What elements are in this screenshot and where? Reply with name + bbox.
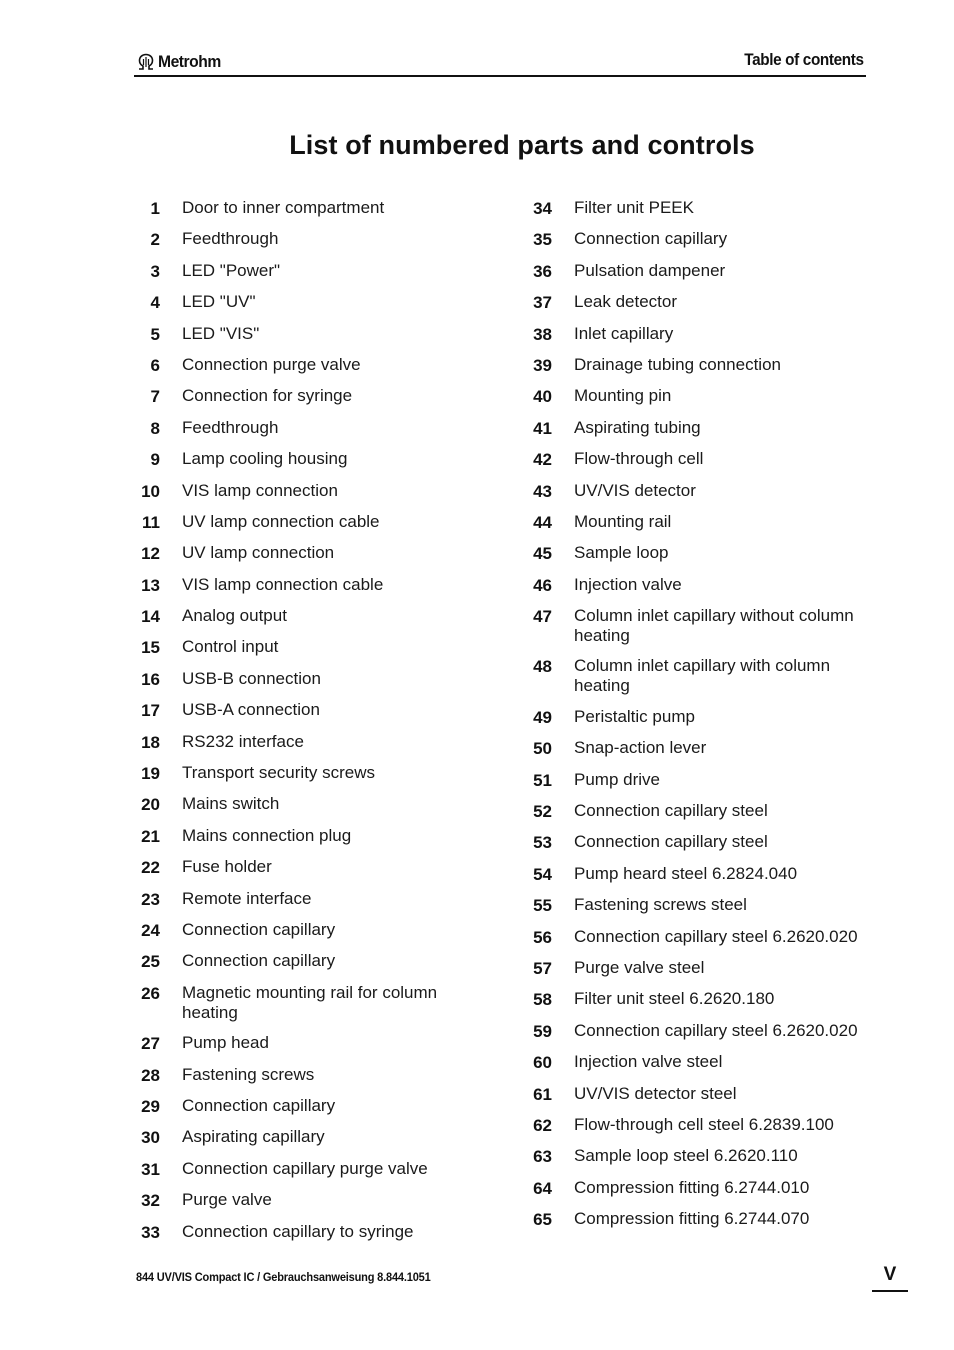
part-label: Mains connection plug: [182, 825, 352, 845]
part-item: [136, 951, 496, 972]
part-label: Remote interface: [182, 888, 312, 908]
part-number: 30: [141, 1128, 160, 1148]
part-item: [136, 700, 496, 721]
parts-list-left: [136, 198, 496, 1253]
part-item: [136, 355, 496, 376]
part-label: Connection capillary: [574, 229, 728, 249]
part-item: [136, 763, 496, 784]
part-number: 40: [533, 387, 552, 407]
part-item: [528, 198, 888, 219]
part-label: Analog output: [182, 606, 287, 626]
part-label: Compression fitting 6.2744.010: [574, 1177, 810, 1197]
part-item: [136, 983, 496, 1023]
part-item: [136, 889, 496, 910]
part-number: 41: [533, 418, 552, 438]
part-label: Flow-through cell steel 6.2839.100: [574, 1114, 834, 1134]
part-number: 28: [141, 1065, 160, 1085]
part-number: 4: [150, 293, 160, 313]
part-item: [528, 656, 888, 696]
part-item: [528, 418, 888, 439]
part-item: [528, 770, 888, 791]
part-label: Column inlet capillary with column heating: [574, 656, 831, 696]
part-number: 48: [533, 657, 552, 677]
part-item: [136, 606, 496, 627]
part-item: [528, 1084, 888, 1105]
part-item: [136, 261, 496, 282]
part-number: 19: [141, 764, 160, 784]
part-item: [136, 292, 496, 313]
part-number: 7: [150, 387, 160, 407]
part-label: RS232 interface: [182, 731, 304, 751]
page-title: List of numbered parts and controls: [289, 130, 755, 160]
part-label: UV/VIS detector steel: [574, 1083, 737, 1103]
part-label: Connection for syringe: [182, 386, 353, 406]
part-number: 55: [533, 896, 552, 916]
part-item: [528, 864, 888, 885]
part-item: [136, 418, 496, 439]
part-number: 37: [533, 293, 552, 313]
part-item: [528, 1209, 888, 1230]
part-label: Connection capillary steel: [574, 832, 768, 852]
part-item: [136, 512, 496, 533]
part-number: 18: [141, 732, 160, 752]
part-number: 27: [141, 1034, 160, 1054]
part-number: 42: [533, 450, 552, 470]
part-label: Feedthrough: [182, 417, 279, 437]
part-item: [136, 1127, 496, 1148]
part-number: 3: [150, 261, 160, 281]
part-label: UV/VIS detector: [574, 480, 696, 500]
part-label: USB-A connection: [182, 700, 320, 720]
part-item: [528, 738, 888, 759]
part-label: Pulsation dampener: [574, 260, 726, 280]
part-number: 23: [141, 889, 160, 909]
part-number: 49: [533, 707, 552, 727]
part-label: Leak detector: [574, 292, 678, 312]
part-label: Injection valve: [574, 574, 682, 594]
part-item: [136, 1096, 496, 1117]
part-label: Door to inner compartment: [182, 198, 385, 217]
part-label: Flow-through cell: [574, 449, 704, 469]
part-item: [528, 1146, 888, 1167]
part-label: Fastening screws: [182, 1064, 315, 1084]
part-label: VIS lamp connection: [182, 480, 338, 500]
part-number: 52: [533, 802, 552, 822]
parts-list-right: [528, 198, 888, 1241]
part-label: Control input: [182, 637, 279, 657]
part-label: Inlet capillary: [574, 323, 674, 343]
part-label: Pump heard steel 6.2824.040: [574, 863, 798, 883]
part-label: Mounting pin: [574, 386, 672, 406]
part-item: [528, 575, 888, 596]
part-number: 43: [533, 481, 552, 501]
part-label: Connection capillary purge valve: [182, 1158, 428, 1178]
part-number: 59: [533, 1021, 552, 1041]
part-number: 9: [150, 450, 160, 470]
part-number: 54: [533, 864, 552, 884]
part-item: [528, 895, 888, 916]
part-number: 45: [533, 544, 552, 564]
part-item: [136, 1190, 496, 1211]
part-item: [528, 543, 888, 564]
part-label: Fuse holder: [182, 857, 272, 877]
part-label: Connection capillary steel 6.2620.020: [574, 926, 858, 946]
part-number: 58: [533, 990, 552, 1010]
part-number: 47: [533, 607, 552, 627]
part-item: [528, 1052, 888, 1073]
part-label: LED "UV": [182, 292, 256, 312]
part-number: 46: [533, 575, 552, 595]
part-item: [528, 801, 888, 822]
part-label: VIS lamp connection cable: [182, 574, 384, 594]
part-item: [528, 261, 888, 282]
part-item: [528, 1178, 888, 1199]
part-number: 14: [141, 607, 160, 627]
part-item: [528, 1021, 888, 1042]
part-label: Peristaltic pump: [574, 706, 695, 726]
brand-name: Metrohm: [158, 52, 221, 71]
part-item: [528, 606, 888, 646]
part-item: [528, 1115, 888, 1136]
part-item: [528, 324, 888, 345]
part-number: 39: [533, 355, 552, 375]
section-title: Table of contents: [744, 50, 864, 69]
part-label: UV lamp connection cable: [182, 511, 380, 531]
part-item: [528, 832, 888, 853]
part-label: Mounting rail: [574, 511, 672, 531]
part-label: Connection capillary: [182, 919, 336, 939]
metrohm-logo: [136, 52, 226, 72]
part-label: LED "Power": [182, 260, 281, 280]
part-label: LED "VIS": [182, 323, 260, 343]
part-number: 20: [141, 795, 160, 815]
page-number-underline: [872, 1290, 908, 1292]
part-label: Magnetic mounting rail for column heating: [182, 982, 438, 1022]
part-number: 13: [141, 575, 160, 595]
part-label: Pump drive: [574, 769, 660, 789]
part-item: [528, 989, 888, 1010]
part-label: Injection valve steel: [574, 1052, 723, 1072]
part-label: Connection capillary steel: [574, 801, 768, 821]
part-label: Pump head: [182, 1033, 269, 1053]
part-item: [136, 575, 496, 596]
part-number: 64: [533, 1178, 552, 1198]
part-number: 51: [533, 770, 552, 790]
part-number: 35: [533, 230, 552, 250]
part-label: USB-B connection: [182, 668, 321, 688]
part-item: [136, 826, 496, 847]
part-label: Column inlet capillary without column heating: [574, 606, 854, 646]
part-item: [136, 669, 496, 690]
part-label: Purge valve: [182, 1190, 272, 1210]
part-item: [136, 857, 496, 878]
part-item: [136, 543, 496, 564]
part-number: 1: [150, 199, 160, 218]
part-item: [528, 355, 888, 376]
part-number: 60: [533, 1053, 552, 1073]
part-number: 32: [141, 1191, 160, 1211]
part-label: Connection purge valve: [182, 354, 361, 374]
part-label: Sample loop steel 6.2620.110: [574, 1146, 798, 1166]
part-number: 44: [533, 512, 552, 532]
part-item: [136, 794, 496, 815]
part-number: 8: [150, 418, 160, 438]
part-label: Aspirating tubing: [574, 417, 701, 437]
part-label: Drainage tubing connection: [574, 354, 781, 374]
part-number: 34: [533, 199, 552, 218]
part-item: [528, 292, 888, 313]
part-item: [528, 927, 888, 948]
part-item: [136, 732, 496, 753]
part-item: [136, 229, 496, 250]
part-label: Sample loop: [574, 543, 669, 563]
part-item: [528, 229, 888, 250]
part-number: 26: [141, 983, 160, 1003]
part-item: [528, 707, 888, 728]
part-number: 6: [150, 355, 160, 375]
part-item: [136, 198, 496, 219]
part-number: 53: [533, 833, 552, 853]
part-item: [136, 386, 496, 407]
header-divider: [134, 75, 866, 77]
part-item: [528, 512, 888, 533]
footer-document-info: 844 UV/VIS Compact IC / Gebrauchsanweisung 8.844.1051: [136, 1270, 431, 1284]
part-number: 2: [150, 230, 160, 250]
part-number: 5: [150, 324, 160, 344]
metrohm-omega-icon: [136, 52, 156, 72]
part-number: 36: [533, 261, 552, 281]
part-label: Mains switch: [182, 794, 280, 814]
part-label: UV lamp connection: [182, 543, 335, 563]
part-label: Filter unit PEEK: [574, 198, 694, 217]
part-item: [528, 386, 888, 407]
part-number: 15: [141, 638, 160, 658]
part-number: 33: [141, 1222, 160, 1242]
part-number: 10: [141, 481, 160, 501]
part-number: 31: [141, 1159, 160, 1179]
part-item: [136, 1033, 496, 1054]
part-number: 38: [533, 324, 552, 344]
part-number: 16: [141, 669, 160, 689]
part-label: Connection capillary to syringe: [182, 1221, 414, 1241]
part-label: Fastening screws steel: [574, 895, 747, 915]
part-label: Connection capillary steel 6.2620.020: [574, 1020, 858, 1040]
part-item: [528, 481, 888, 502]
part-label: Feedthrough: [182, 229, 279, 249]
part-item: [136, 481, 496, 502]
part-label: Transport security screws: [182, 763, 376, 783]
part-item: [136, 1159, 496, 1180]
part-number: 24: [141, 920, 160, 940]
part-number: 25: [141, 952, 160, 972]
part-number: 63: [533, 1147, 552, 1167]
part-number: 17: [141, 701, 160, 721]
part-number: 65: [533, 1210, 552, 1230]
part-number: 61: [533, 1084, 552, 1104]
part-label: Snap-action lever: [574, 738, 707, 758]
page-number: V: [883, 1264, 897, 1285]
part-item: [136, 637, 496, 658]
part-number: 57: [533, 958, 552, 978]
part-item: [136, 324, 496, 345]
part-number: 29: [141, 1096, 160, 1116]
part-label: Connection capillary: [182, 951, 336, 971]
part-item: [528, 958, 888, 979]
part-label: Filter unit steel 6.2620.180: [574, 989, 775, 1009]
part-number: 21: [141, 826, 160, 846]
part-number: 56: [533, 927, 552, 947]
part-number: 11: [142, 512, 160, 532]
part-item: [136, 1222, 496, 1243]
part-number: 50: [533, 739, 552, 759]
part-item: [136, 449, 496, 470]
part-item: [136, 920, 496, 941]
part-item: [528, 449, 888, 470]
part-number: 22: [141, 858, 160, 878]
part-number: 12: [141, 544, 160, 564]
part-label: Purge valve steel: [574, 957, 705, 977]
part-label: Aspirating capillary: [182, 1127, 325, 1147]
part-label: Connection capillary: [182, 1095, 336, 1115]
part-number: 62: [533, 1115, 552, 1135]
part-item: [136, 1065, 496, 1086]
part-label: Lamp cooling housing: [182, 449, 348, 469]
part-label: Compression fitting 6.2744.070: [574, 1209, 810, 1229]
